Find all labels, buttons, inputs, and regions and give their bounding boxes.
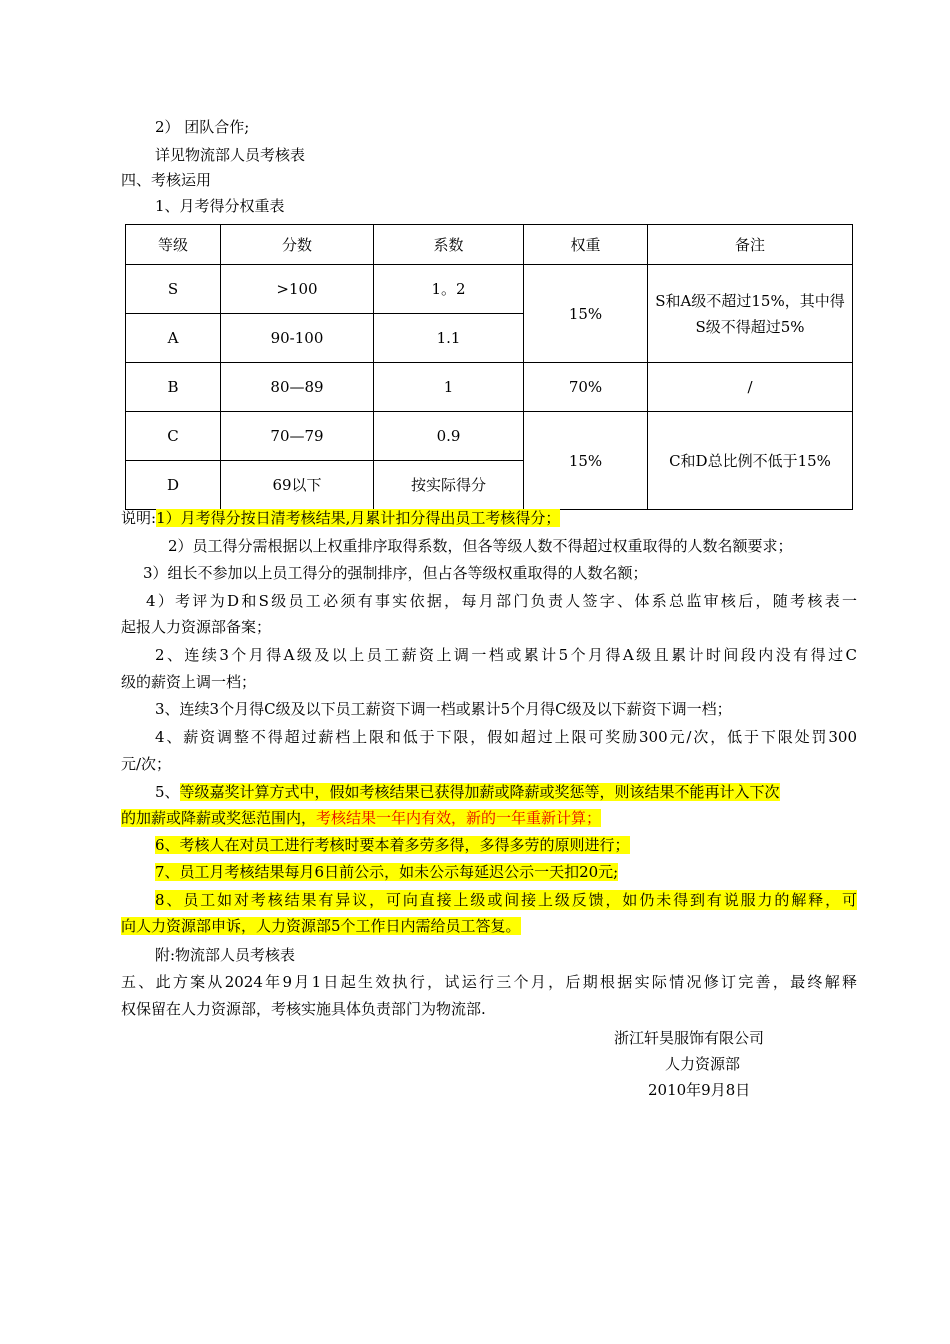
note-2: 2）员工得分需根据以上权重排序取得系数，但各等级人数不得超过权重取得的人数名额要求；: [168, 537, 793, 555]
note-3: 3）组长不参加以上员工得分的强制排序，但占各等级权重取得的人数名额；: [143, 564, 648, 582]
line-team-cooperation: 2） 团队合作;: [155, 118, 250, 136]
para-7: [155, 862, 618, 882]
cell-score: >100: [221, 265, 374, 314]
para-5-text: 等级嘉奖计算方式中，假如考核结果已获得加薪或降薪或奖惩等，则该结果不能再计入下次: [179, 783, 780, 801]
cell-coef: 1.1: [374, 314, 524, 363]
cell-note-b: /: [648, 363, 853, 412]
para-5-red-text: 考核结果一年内有效，新的一年重新计算；: [316, 809, 602, 827]
cell-score: 70—79: [221, 412, 374, 461]
cell-weight-sa: 15%: [524, 265, 648, 363]
cell-weight-b: 70%: [524, 363, 648, 412]
para-5-number: 5、: [155, 783, 180, 801]
note-1: 1）月考得分按日清考核结果,月累计扣分得出员工考核得分；: [156, 509, 561, 527]
table-caption: 1、月考得分权重表: [155, 197, 285, 215]
para-8-line-1: [155, 890, 857, 910]
header-score: 分数: [221, 225, 374, 265]
para-5-text-cont: 的加薪或降薪或奖惩范围内，: [121, 809, 317, 827]
note-4-line-1: 4）考评为D和S级员工必须有事实依据，每月部门负责人签字、体系总监审核后，随考核表一: [146, 592, 857, 610]
note-4-line-2: 起报人力资源部备案；: [121, 618, 272, 636]
cell-coef: 1: [374, 363, 524, 412]
header-coef: 系数: [374, 225, 524, 265]
para-4-line-2: 元/次；: [121, 755, 172, 773]
section-5-line-2: 权保留在人力资源部，考核实施具体负责部门为物流部.: [121, 1000, 486, 1018]
table-row: [126, 265, 853, 314]
para-8-text: 8、员工如对考核结果有异议，可向直接上级或间接上级反馈，如仍未得到有说服力的解释，可: [155, 891, 857, 909]
grade-weight-table: [125, 224, 853, 510]
cell-score: 90-100: [221, 314, 374, 363]
table-row: [126, 363, 853, 412]
table-row: [126, 412, 853, 461]
para-2-line-1: 2、连续3个月得A级及以上员工薪资上调一档或累计5个月得A级且累计时间段内没有得过C: [155, 646, 857, 664]
cell-coef: 按实际得分: [374, 461, 524, 510]
signature-date: 2010年9月8日: [648, 1081, 751, 1099]
cell-grade: D: [126, 461, 221, 510]
cell-grade: B: [126, 363, 221, 412]
header-grade: 等级: [126, 225, 221, 265]
section-heading-4: 四、考核运用: [121, 171, 212, 189]
cell-weight-cd: 15%: [524, 412, 648, 510]
cell-grade: S: [126, 265, 221, 314]
cell-note-sa: S和A级不超过15%，其中得S级不得超过5%: [648, 265, 853, 363]
para-3: 3、连续3个月得C级及以下员工薪资下调一档或累计5个月得C级及以下薪资下调一档；: [155, 700, 732, 718]
cell-score: 80—89: [221, 363, 374, 412]
cell-coef: 0.9: [374, 412, 524, 461]
para-6-text: 6、考核人在对员工进行考核时要本着多劳多得，多得多劳的原则进行；: [155, 836, 630, 854]
header-weight: 权重: [524, 225, 648, 265]
para-4-line-1: 4、薪资调整不得超过薪档上限和低于下限，假如超过上限可奖励300元/次，低于下限处罚300: [155, 728, 857, 746]
para-8-text-cont: 向人力资源部申诉，人力资源部5个工作日内需给员工答复。: [121, 917, 521, 935]
signature-company: 浙江轩昊服饰有限公司: [614, 1029, 765, 1047]
cell-coef: 1。2: [374, 265, 524, 314]
para-5-line-1: [155, 782, 857, 802]
cell-score: 69以下: [221, 461, 374, 510]
notes-line-1: [121, 508, 560, 528]
para-6: [155, 835, 630, 855]
para-7-text: 7、员工月考核结果每月6日前公示，如未公示每延迟公示一天扣20元;: [155, 863, 619, 881]
notes-label: 说明:: [121, 509, 157, 527]
cell-grade: C: [126, 412, 221, 461]
line-see-form: 详见物流部人员考核表: [155, 146, 306, 164]
para-2-line-2: 级的薪资上调一档；: [121, 673, 257, 691]
cell-grade: A: [126, 314, 221, 363]
table-header-row: [126, 225, 853, 265]
attachment-line: 附:物流部人员考核表: [155, 946, 296, 964]
section-5-line-1: 五、此方案从2024年9月1日起生效执行，试运行三个月，后期根据实际情况修订完善，最终解释: [121, 973, 857, 991]
signature-dept: 人力资源部: [665, 1055, 741, 1073]
para-8-line-2: [121, 916, 521, 936]
para-5-line-2: [121, 808, 601, 828]
header-note: 备注: [648, 225, 853, 265]
cell-note-cd: C和D总比例不低于15%: [648, 412, 853, 510]
